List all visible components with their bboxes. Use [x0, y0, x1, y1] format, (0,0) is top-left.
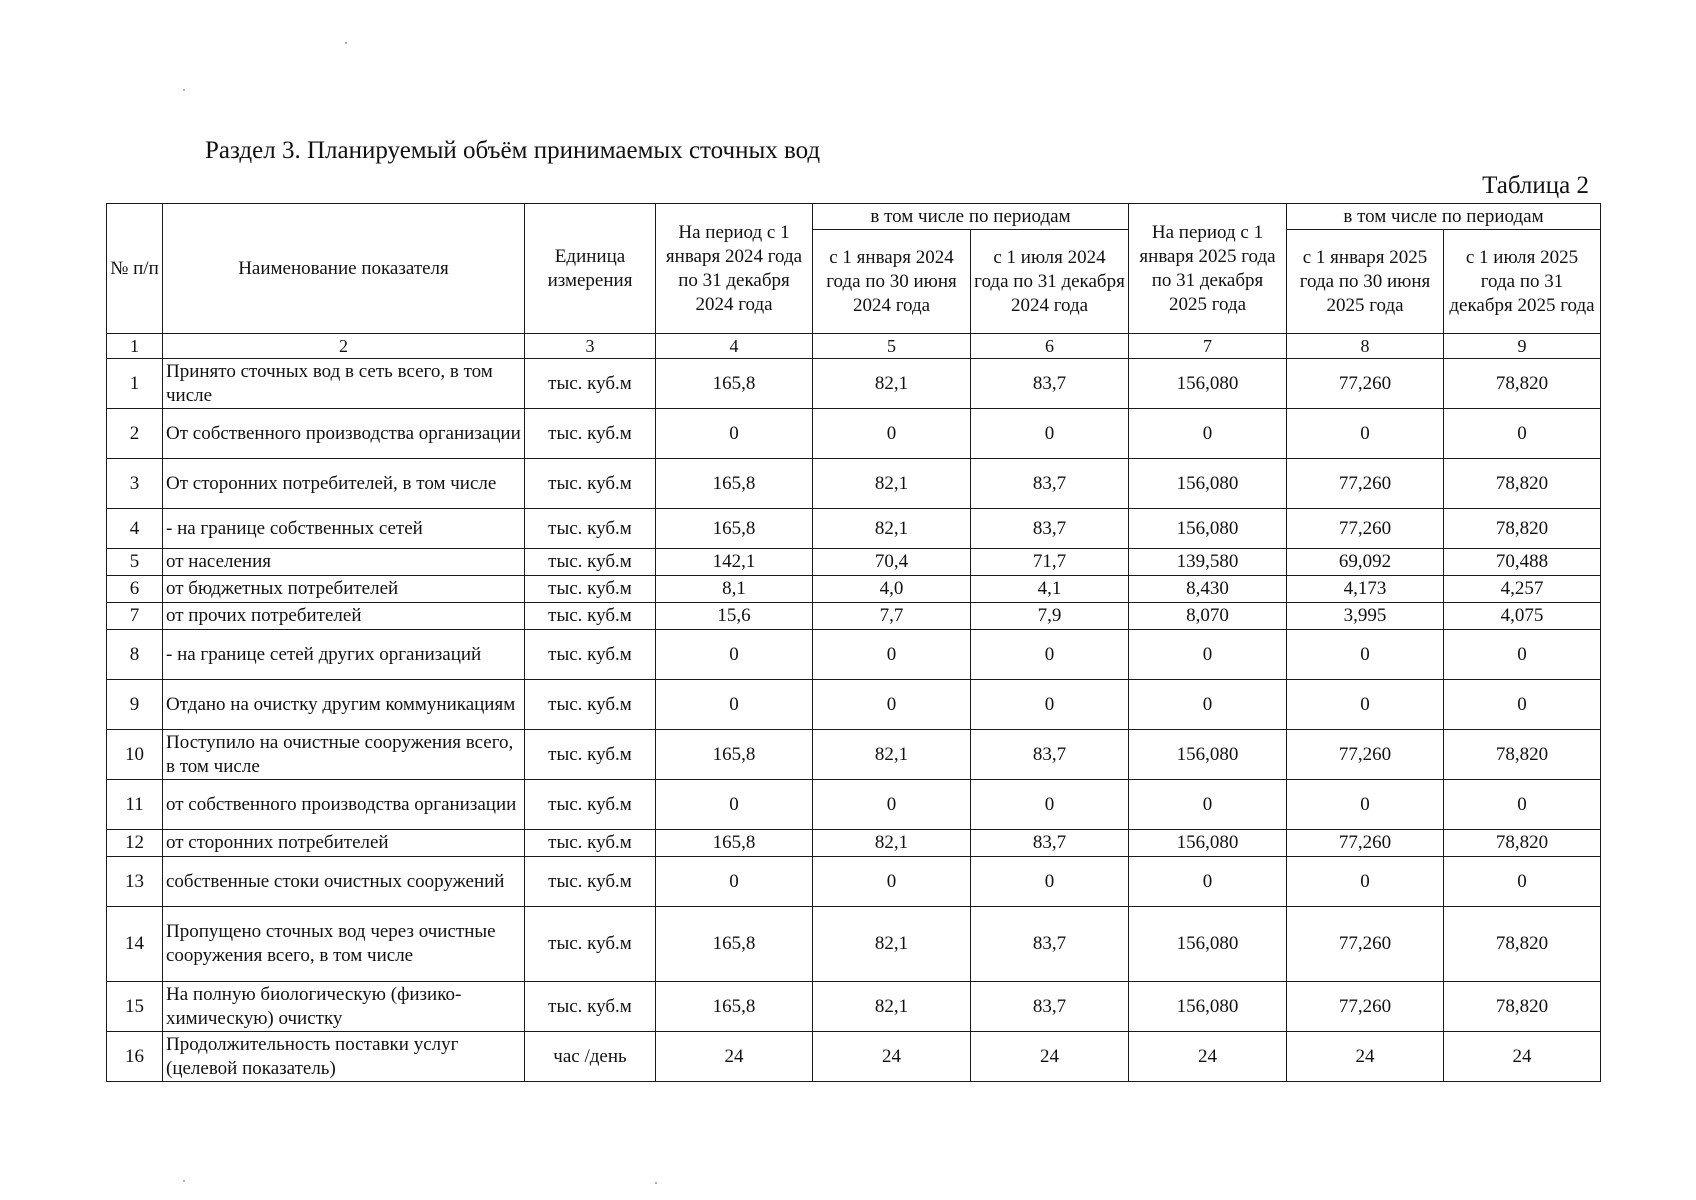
- indicator-name: Пропущено сточных вод через очистные сооружения всего, в том числе: [163, 907, 525, 982]
- value-cell: 78,820: [1444, 509, 1601, 549]
- table-row: [107, 830, 1601, 857]
- unit: тыс. куб.м: [525, 359, 656, 409]
- value-cell: 0: [1444, 409, 1601, 459]
- indicator-name: от собственного производства организации: [163, 780, 525, 830]
- indicator-name: Принято сточных вод в сеть всего, в том числе: [163, 359, 525, 409]
- value-cell: 0: [1129, 630, 1287, 680]
- value-cell: 83,7: [971, 907, 1129, 982]
- value-cell: 78,820: [1444, 830, 1601, 857]
- value-cell: 165,8: [656, 459, 813, 509]
- value-cell: 15,6: [656, 603, 813, 630]
- value-cell: 83,7: [971, 459, 1129, 509]
- value-cell: 156,080: [1129, 907, 1287, 982]
- value-cell: 0: [656, 409, 813, 459]
- value-cell: 139,580: [1129, 549, 1287, 576]
- value-cell: 77,260: [1287, 730, 1444, 780]
- row-number: 12: [107, 830, 163, 857]
- table-row: [107, 409, 1601, 459]
- value-cell: 0: [1287, 409, 1444, 459]
- unit: тыс. куб.м: [525, 830, 656, 857]
- value-cell: 0: [1287, 857, 1444, 907]
- row-number: 6: [107, 576, 163, 603]
- header-h2-2024: с 1 июля 2024 года по 31 декабря 2024 года: [971, 230, 1129, 334]
- value-cell: 8,1: [656, 576, 813, 603]
- value-cell: 78,820: [1444, 459, 1601, 509]
- unit: тыс. куб.м: [525, 630, 656, 680]
- row-number: 11: [107, 780, 163, 830]
- value-cell: 78,820: [1444, 359, 1601, 409]
- value-cell: 0: [1444, 630, 1601, 680]
- value-cell: 8,070: [1129, 603, 1287, 630]
- value-cell: 165,8: [656, 907, 813, 982]
- value-cell: 82,1: [813, 359, 971, 409]
- value-cell: 0: [971, 780, 1129, 830]
- table-row: [107, 780, 1601, 830]
- scan-speck: [183, 89, 185, 91]
- row-number: 16: [107, 1032, 163, 1082]
- value-cell: 0: [656, 780, 813, 830]
- value-cell: 78,820: [1444, 730, 1601, 780]
- indicator-name: от прочих потребителей: [163, 603, 525, 630]
- header-period-2024: На период с 1 января 2024 года по 31 декабря 2024 года: [656, 204, 813, 334]
- value-cell: 71,7: [971, 549, 1129, 576]
- value-cell: 70,4: [813, 549, 971, 576]
- row-number: 15: [107, 982, 163, 1032]
- value-cell: 7,9: [971, 603, 1129, 630]
- value-cell: 82,1: [813, 907, 971, 982]
- value-cell: 156,080: [1129, 459, 1287, 509]
- indicator-name: - на границе собственных сетей: [163, 509, 525, 549]
- value-cell: 82,1: [813, 509, 971, 549]
- value-cell: 4,173: [1287, 576, 1444, 603]
- value-cell: 0: [813, 857, 971, 907]
- value-cell: 0: [971, 680, 1129, 730]
- value-cell: 83,7: [971, 982, 1129, 1032]
- value-cell: 82,1: [813, 982, 971, 1032]
- value-cell: 82,1: [813, 730, 971, 780]
- value-cell: 0: [813, 680, 971, 730]
- unit: тыс. куб.м: [525, 509, 656, 549]
- indicator-name: Продолжительность поставки услуг (целевой показатель): [163, 1032, 525, 1082]
- value-cell: 77,260: [1287, 907, 1444, 982]
- table-row: [107, 1032, 1601, 1082]
- value-cell: 156,080: [1129, 830, 1287, 857]
- value-cell: 0: [1287, 780, 1444, 830]
- value-cell: 24: [1444, 1032, 1601, 1082]
- page-title: Раздел 3. Планируемый объём принимаемых сточных вод: [205, 137, 821, 164]
- unit: тыс. куб.м: [525, 549, 656, 576]
- header-period-2025: На период с 1 января 2025 года по 31 декабря 2025 года: [1129, 204, 1287, 334]
- value-cell: 82,1: [813, 830, 971, 857]
- column-number: 6: [971, 334, 1129, 359]
- unit: тыс. куб.м: [525, 576, 656, 603]
- unit: тыс. куб.м: [525, 459, 656, 509]
- table-row: [107, 907, 1601, 982]
- value-cell: 0: [656, 857, 813, 907]
- value-cell: 142,1: [656, 549, 813, 576]
- value-cell: 24: [1129, 1032, 1287, 1082]
- value-cell: 77,260: [1287, 830, 1444, 857]
- value-cell: 0: [971, 630, 1129, 680]
- value-cell: 77,260: [1287, 359, 1444, 409]
- value-cell: 156,080: [1129, 359, 1287, 409]
- value-cell: 0: [656, 680, 813, 730]
- row-number: 13: [107, 857, 163, 907]
- table-row: [107, 549, 1601, 576]
- header-h1-2024: с 1 января 2024 года по 30 июня 2024 года: [813, 230, 971, 334]
- value-cell: 83,7: [971, 509, 1129, 549]
- indicator-name: Отдано на очистку другим коммуникациям: [163, 680, 525, 730]
- value-cell: 0: [1444, 680, 1601, 730]
- header-num: № п/п: [107, 204, 163, 334]
- value-cell: 24: [656, 1032, 813, 1082]
- value-cell: 83,7: [971, 730, 1129, 780]
- column-number: 5: [813, 334, 971, 359]
- value-cell: 83,7: [971, 359, 1129, 409]
- header-breakdown-2025: в том числе по периодам: [1287, 204, 1601, 230]
- value-cell: 0: [1129, 857, 1287, 907]
- table-row: [107, 680, 1601, 730]
- row-number: 5: [107, 549, 163, 576]
- scan-speck: [183, 1180, 185, 1182]
- value-cell: 77,260: [1287, 982, 1444, 1032]
- unit: тыс. куб.м: [525, 907, 656, 982]
- header-unit: Единица измерения: [525, 204, 656, 334]
- unit: тыс. куб.м: [525, 409, 656, 459]
- value-cell: 0: [1287, 680, 1444, 730]
- value-cell: 0: [1444, 780, 1601, 830]
- column-number: 9: [1444, 334, 1601, 359]
- value-cell: 165,8: [656, 509, 813, 549]
- column-number-row: [107, 334, 1601, 359]
- table-row: [107, 630, 1601, 680]
- unit: тыс. куб.м: [525, 780, 656, 830]
- row-number: 7: [107, 603, 163, 630]
- row-number: 9: [107, 680, 163, 730]
- value-cell: 83,7: [971, 830, 1129, 857]
- value-cell: 156,080: [1129, 509, 1287, 549]
- column-number: 8: [1287, 334, 1444, 359]
- indicator-name: - на границе сетей других организаций: [163, 630, 525, 680]
- value-cell: 78,820: [1444, 982, 1601, 1032]
- indicator-name: собственные стоки очистных сооружений: [163, 857, 525, 907]
- indicator-name: Поступило на очистные сооружения всего, в том числе: [163, 730, 525, 780]
- value-cell: 0: [1129, 780, 1287, 830]
- value-cell: 4,0: [813, 576, 971, 603]
- value-cell: 70,488: [1444, 549, 1601, 576]
- table-row: [107, 603, 1601, 630]
- scan-speck: [345, 42, 347, 44]
- value-cell: 0: [1287, 630, 1444, 680]
- row-number: 1: [107, 359, 163, 409]
- value-cell: 24: [971, 1032, 1129, 1082]
- indicator-name: от бюджетных потребителей: [163, 576, 525, 603]
- value-cell: 78,820: [1444, 907, 1601, 982]
- indicator-name: От сторонних потребителей, в том числе: [163, 459, 525, 509]
- column-number: 7: [1129, 334, 1287, 359]
- column-number: 2: [163, 334, 525, 359]
- row-number: 3: [107, 459, 163, 509]
- value-cell: 165,8: [656, 830, 813, 857]
- table-row: [107, 982, 1601, 1032]
- row-number: 14: [107, 907, 163, 982]
- table-row: [107, 459, 1601, 509]
- value-cell: 0: [813, 630, 971, 680]
- column-number: 1: [107, 334, 163, 359]
- value-cell: 77,260: [1287, 459, 1444, 509]
- unit: тыс. куб.м: [525, 680, 656, 730]
- unit: тыс. куб.м: [525, 603, 656, 630]
- value-cell: 4,075: [1444, 603, 1601, 630]
- unit: тыс. куб.м: [525, 982, 656, 1032]
- value-cell: 0: [1444, 857, 1601, 907]
- value-cell: 0: [813, 780, 971, 830]
- value-cell: 0: [1129, 680, 1287, 730]
- value-cell: 8,430: [1129, 576, 1287, 603]
- indicator-name: от сторонних потребителей: [163, 830, 525, 857]
- value-cell: 4,257: [1444, 576, 1601, 603]
- value-cell: 156,080: [1129, 730, 1287, 780]
- header-breakdown-2024: в том числе по периодам: [813, 204, 1129, 230]
- value-cell: 0: [1129, 409, 1287, 459]
- value-cell: 165,8: [656, 982, 813, 1032]
- row-number: 4: [107, 509, 163, 549]
- column-number: 3: [525, 334, 656, 359]
- unit: час /день: [525, 1032, 656, 1082]
- table-label: Таблица 2: [1482, 172, 1589, 199]
- header-name: Наименование показателя: [163, 204, 525, 334]
- table-row: [107, 857, 1601, 907]
- row-number: 8: [107, 630, 163, 680]
- value-cell: 0: [813, 409, 971, 459]
- value-cell: 82,1: [813, 459, 971, 509]
- unit: тыс. куб.м: [525, 857, 656, 907]
- value-cell: 7,7: [813, 603, 971, 630]
- indicator-name: На полную биологическую (физико-химическую) очистку: [163, 982, 525, 1032]
- table-row: [107, 730, 1601, 780]
- value-cell: 3,995: [1287, 603, 1444, 630]
- table-row: [107, 359, 1601, 409]
- row-number: 2: [107, 409, 163, 459]
- value-cell: 69,092: [1287, 549, 1444, 576]
- row-number: 10: [107, 730, 163, 780]
- value-cell: 4,1: [971, 576, 1129, 603]
- value-cell: 0: [971, 857, 1129, 907]
- scan-speck: [655, 1182, 657, 1184]
- wastewater-volume-table: [106, 203, 1601, 1082]
- indicator-name: От собственного производства организации: [163, 409, 525, 459]
- value-cell: 24: [813, 1032, 971, 1082]
- value-cell: 0: [656, 630, 813, 680]
- header-h1-2025: с 1 января 2025 года по 30 июня 2025 года: [1287, 230, 1444, 334]
- value-cell: 165,8: [656, 730, 813, 780]
- unit: тыс. куб.м: [525, 730, 656, 780]
- indicator-name: от населения: [163, 549, 525, 576]
- value-cell: 0: [971, 409, 1129, 459]
- table-row: [107, 509, 1601, 549]
- value-cell: 156,080: [1129, 982, 1287, 1032]
- header-h2-2025: с 1 июля 2025 года по 31 декабря 2025 года: [1444, 230, 1601, 334]
- value-cell: 77,260: [1287, 509, 1444, 549]
- value-cell: 165,8: [656, 359, 813, 409]
- value-cell: 24: [1287, 1032, 1444, 1082]
- table-row: [107, 576, 1601, 603]
- column-number: 4: [656, 334, 813, 359]
